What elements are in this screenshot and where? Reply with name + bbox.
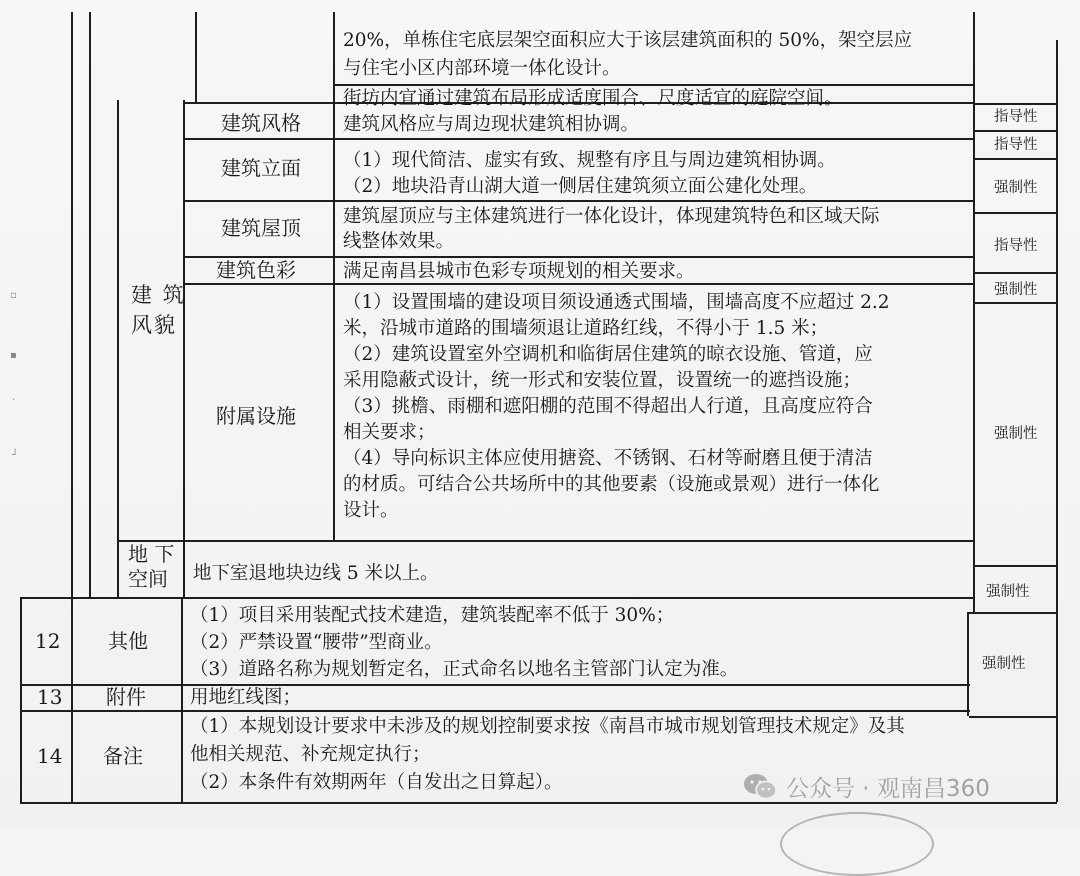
table-border (20, 710, 970, 712)
facility-line: 采用隐蔽式设计，统一形式和安装位置，设置统一的遮挡设施； (343, 370, 862, 391)
table-border (975, 272, 1057, 274)
requirement-tag: 强制性 (986, 584, 1030, 600)
facility-line: （3）挑檐、雨棚和遮阳棚的范围不得超出人行道，且高度应符合 (343, 396, 873, 417)
table-border (975, 565, 1057, 567)
row-text: 与住宅小区内部环境一体化设计。 (343, 58, 621, 79)
row-text: 他相关规范、补充规定执行； (190, 744, 431, 765)
table-border (975, 103, 1057, 105)
row-text: （1）项目采用装配式技术建造，建筑装配率不低于 30%； (190, 605, 675, 626)
row-label: 备注 (103, 744, 143, 768)
facility-line: （2）建筑设置室外空调机和临街居住建筑的晾衣设施、管道，应 (343, 344, 873, 365)
table-border (183, 256, 975, 258)
table-border (89, 12, 91, 597)
facility-line: （4）导向标识主体应使用搪瓷、不锈钢、石材等耐磨且便于清洁 (343, 448, 873, 469)
row-text: （2）地块沿青山湖大道一侧居住建筑须立面公建化处理。 (343, 176, 818, 197)
table-border (1056, 40, 1058, 802)
table-border (969, 612, 1057, 614)
facility-line: （1）设置围墙的建设项目须设通透式围墙，围墙高度不应超过 2.2 (343, 292, 890, 313)
table-border (183, 100, 185, 598)
row-text: （3）道路名称为规划暂定名，正式命名以地名主管部门认定为准。 (190, 659, 739, 680)
row-text: 街坊内宜通过建筑布局形成适度围合、尺度适宜的庭院空间。 (343, 88, 843, 109)
table-border (20, 684, 970, 686)
item-label: 建筑立面 (221, 156, 301, 180)
table-border (975, 302, 1057, 304)
table-border (975, 130, 1057, 132)
section-label: 风貌 (131, 313, 177, 337)
table-border (967, 612, 969, 716)
row-label: 其他 (108, 629, 148, 653)
row-number: 13 (37, 685, 63, 709)
table-border (195, 12, 197, 104)
table-border (117, 540, 975, 542)
row-text: （1）现代简洁、虚实有致、规整有序且与周边建筑相协调。 (343, 150, 836, 171)
row-text: 满足南昌县城市色彩专项规划的相关要求。 (343, 261, 695, 282)
requirement-tag: 指导性 (994, 137, 1038, 153)
table-border (969, 716, 1057, 718)
row-text: 地下室退地块边线 5 米以上。 (193, 563, 439, 584)
table-border (183, 138, 975, 140)
scan-mark: ▫ (10, 290, 17, 301)
watermark-text: 公众号 · 观南昌360 (786, 776, 990, 802)
row-text: （1）本规划设计要求中未涉及的规划控制要求按《南昌市城市规划管理技术规定》及其 (190, 716, 905, 737)
requirement-tag: 强制性 (982, 656, 1026, 672)
facility-line: 相关要求； (343, 422, 436, 443)
requirement-tag: 指导性 (994, 238, 1038, 254)
item-label: 附属设施 (216, 404, 296, 428)
table-border (20, 597, 975, 599)
row-number: 14 (37, 744, 63, 768)
table-border (181, 598, 183, 802)
item-label: 空间 (128, 567, 168, 591)
scan-mark: ┘ (12, 450, 19, 461)
table-border (183, 200, 975, 202)
item-label: 地 下 (128, 542, 175, 566)
requirement-tag: 强制性 (994, 180, 1038, 196)
table-border (20, 598, 22, 803)
requirement-tag: 指导性 (994, 109, 1038, 125)
row-text: 建筑风格应与周边现状建筑相协调。 (343, 114, 640, 135)
row-text: 建筑屋顶应与主体建筑进行一体化设计，体现建筑特色和区域天际 (343, 206, 880, 227)
row-text: 20%，单栋住宅底层架空面积应大于该层建筑面积的 50%，架空层应 (343, 30, 913, 51)
facility-line: 的材质。可结合公共场所中的其他要素（设施或景观）进行一体化 (343, 474, 880, 495)
scan-mark: ▪ (10, 350, 17, 361)
table-border (117, 100, 119, 597)
table-border (183, 283, 975, 285)
row-number: 12 (35, 629, 61, 653)
row-text: （2）本条件有效期两年（自发出之日算起）。 (190, 772, 563, 793)
item-label: 建筑风格 (221, 111, 301, 135)
row-text: （2）严禁设置“腰带”型商业。 (190, 632, 443, 653)
item-label: 建筑屋顶 (221, 216, 301, 240)
wechat-icon (742, 772, 778, 802)
table-border (335, 84, 975, 86)
row-text: 线整体效果。 (343, 231, 455, 252)
row-text: 用地红线图； (190, 687, 302, 708)
requirement-tag: 强制性 (994, 426, 1038, 442)
facility-line: 米，沿城市道路的围墙须退让道路红线，不得小于 1.5 米； (343, 318, 829, 339)
facility-line: 设计。 (343, 500, 399, 521)
table-border (333, 12, 335, 542)
scan-mark: · (12, 395, 16, 406)
section-label: 建 筑 (131, 283, 186, 307)
item-label: 建筑色彩 (216, 258, 296, 282)
requirement-tag: 强制性 (994, 282, 1038, 298)
row-label: 附件 (106, 685, 146, 709)
stamp-seal (780, 812, 934, 876)
table-border (975, 212, 1057, 214)
watermark (742, 770, 990, 803)
table-border (975, 158, 1057, 160)
